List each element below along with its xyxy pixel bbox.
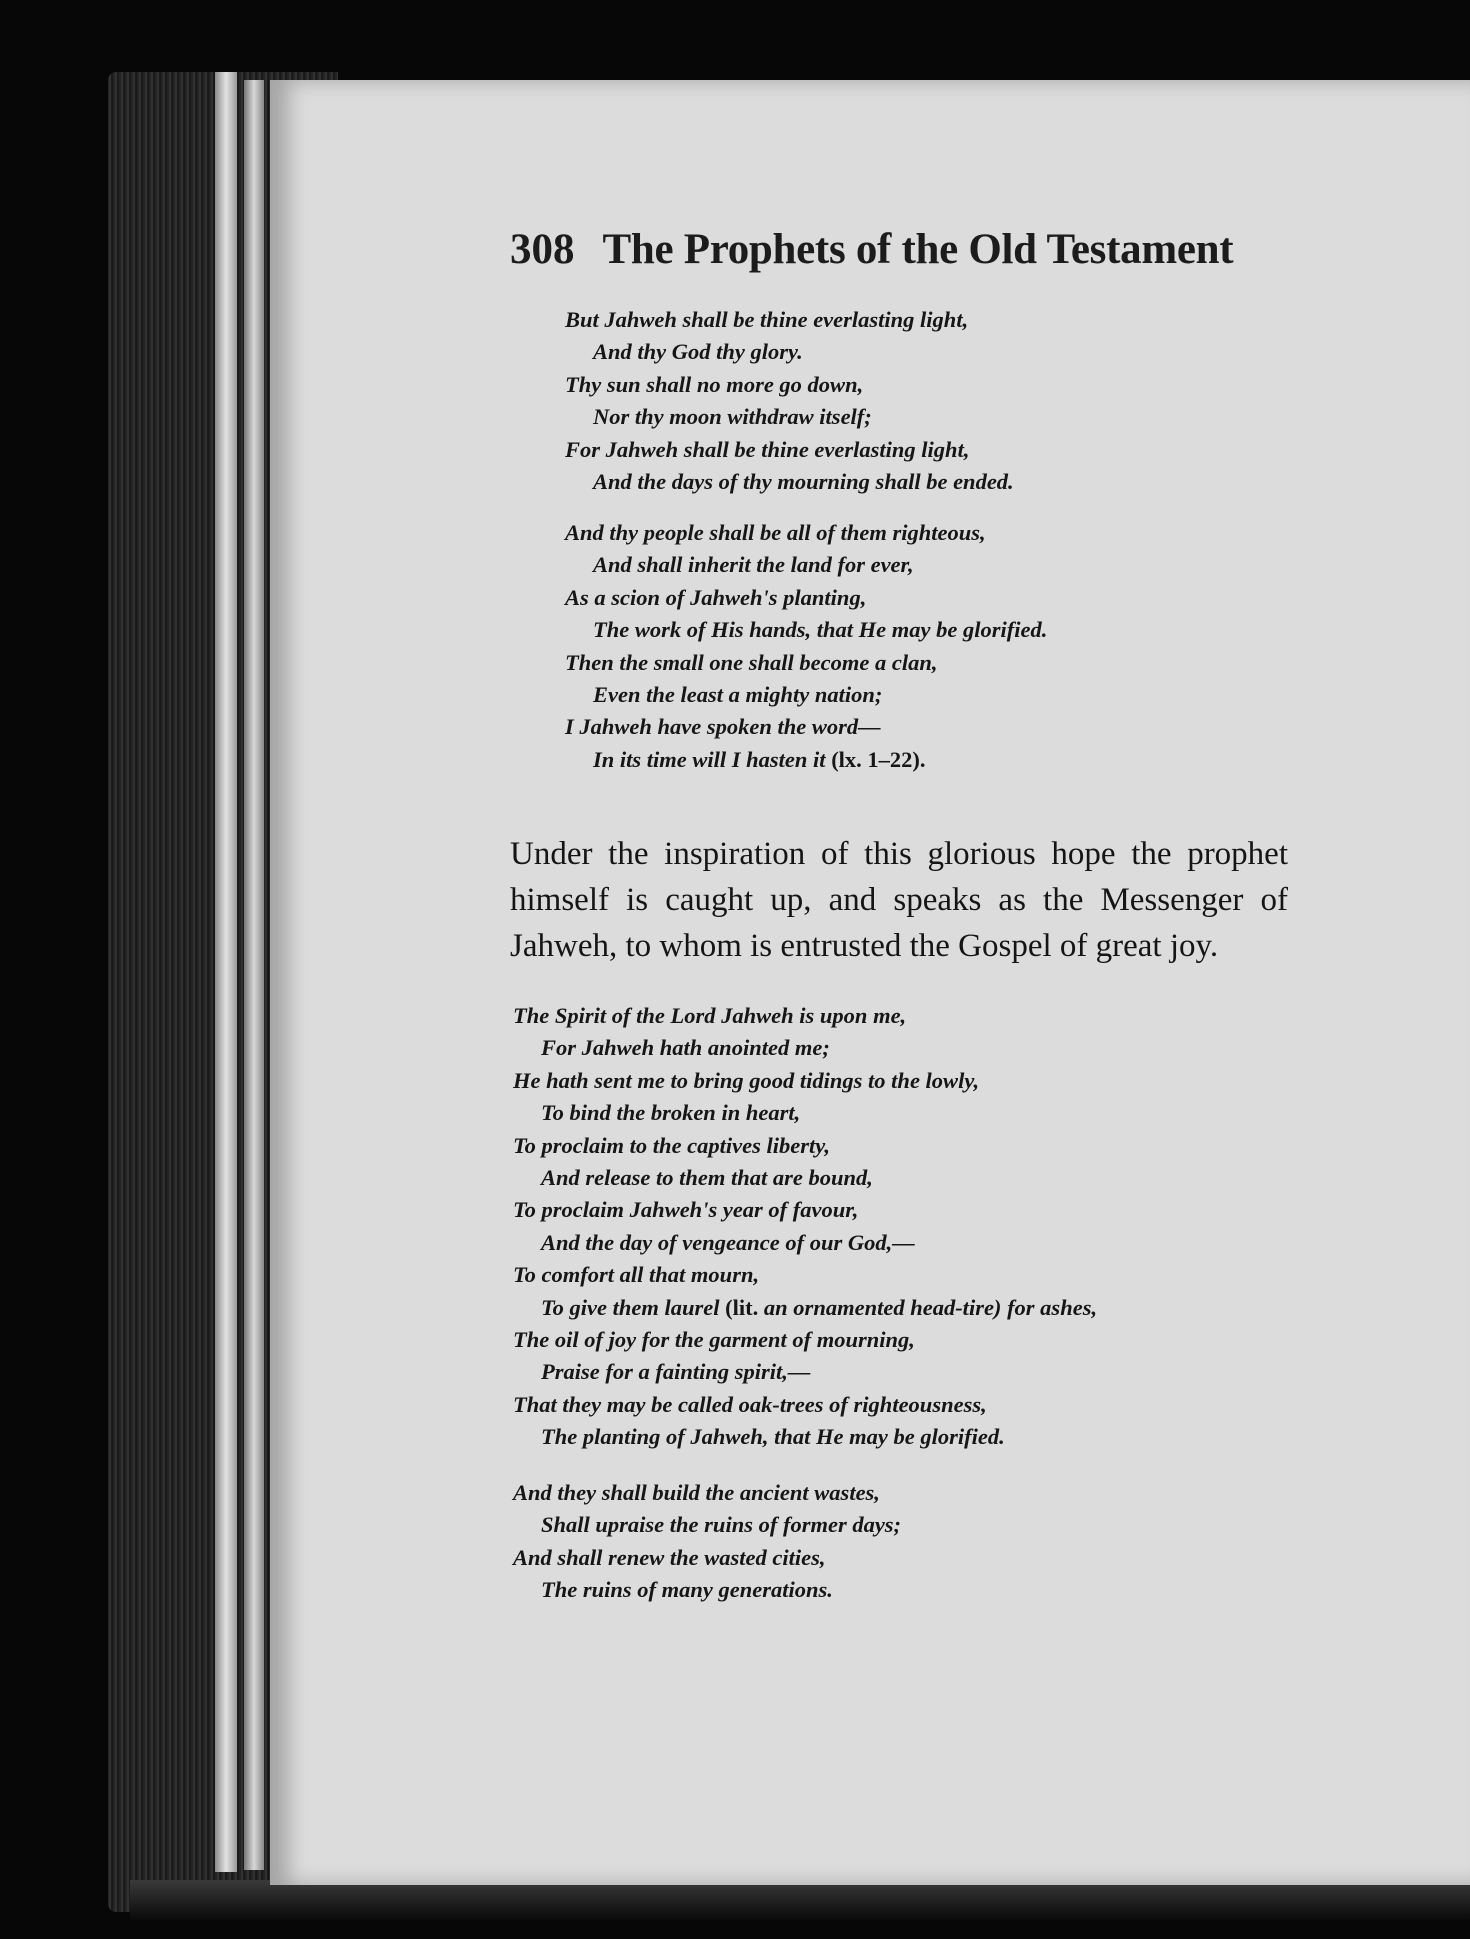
book-bottom-edge <box>130 1880 1470 1920</box>
verse-line: To bind the broken in heart, <box>541 1100 801 1126</box>
verse-stanza <box>565 304 1014 498</box>
page-leaf-edge <box>244 80 264 1870</box>
verse-line: Nor thy moon withdraw itself; <box>593 404 872 430</box>
verse-line: And release to them that are bound, <box>541 1164 873 1190</box>
verse-line: Shall upraise the ruins of former days; <box>541 1512 902 1538</box>
verse-line: And thy people shall be all of them righteous, <box>565 520 986 545</box>
verse-line: The ruins of many generations. <box>541 1577 833 1603</box>
verse-line: But Jahweh shall be thine everlasting light, <box>565 307 969 332</box>
verse-line: The work of His hands, that He may be glorified. <box>593 617 1048 643</box>
verse-line: Praise for a fainting spirit,— <box>541 1359 811 1385</box>
verse-line: To proclaim Jahweh's year of favour, <box>513 1197 859 1223</box>
verse-line: I Jahweh have spoken the word— <box>565 714 881 740</box>
verse-line-text: In its time will I hasten it <box>593 746 826 772</box>
verse-line: Then the small one shall become a clan, <box>565 649 938 675</box>
verse-line: And shall inherit the land for ever, <box>593 552 914 578</box>
gloss-italic: an ornamented head-tire) <box>763 1294 1002 1320</box>
verse-line: Thy sun shall no more go down, <box>565 371 864 397</box>
verse-line: To comfort all that mourn, <box>513 1262 760 1288</box>
verse-line <box>513 1292 1097 1324</box>
verse-line-text: To give them laurel <box>541 1294 720 1320</box>
page-number: 308 <box>510 226 575 273</box>
verse-line: As a scion of Jahweh's planting, <box>565 584 867 610</box>
verse-line: Even the least a mighty nation; <box>593 681 883 707</box>
body-paragraph: Under the inspiration of this glorious hope the prophet himself is caught up, and speaks as the Messenger of Jahweh, to whom is entrusted the Gospel of great joy. <box>510 836 1288 964</box>
verse-line: For Jahweh hath anointed me; <box>541 1035 830 1061</box>
verse-line: To proclaim to the captives liberty, <box>513 1132 831 1158</box>
gloss-roman: (lit. <box>725 1294 759 1320</box>
verse-line: The planting of Jahweh, that He may be glorified. <box>541 1424 1005 1450</box>
verse-line: And the day of vengeance of our God,— <box>541 1229 915 1255</box>
verse-line: And they shall build the ancient wastes, <box>513 1480 880 1505</box>
page-leaf-edge <box>215 72 237 1872</box>
page-header <box>510 225 1290 274</box>
verse-stanza <box>565 517 1047 776</box>
scripture-reference: (lx. 1–22). <box>831 746 926 772</box>
verse-line: For Jahweh shall be thine everlasting light, <box>565 436 970 462</box>
verse-line: The oil of joy for the garment of mourning, <box>513 1326 915 1352</box>
running-title: The Prophets of the Old Testament <box>602 226 1234 273</box>
verse-line: The Spirit of the Lord Jahweh is upon me, <box>513 1003 907 1028</box>
verse-stanza <box>513 1477 901 1607</box>
verse-line <box>565 744 1047 776</box>
verse-line: And shall renew the wasted cities, <box>513 1544 826 1570</box>
verse-line: And the days of thy mourning shall be ended. <box>593 468 1014 494</box>
verse-stanza <box>513 1000 1097 1453</box>
verse-line: He hath sent me to bring good tidings to the lowly, <box>513 1067 980 1093</box>
verse-line-tail: for ashes, <box>1007 1294 1098 1320</box>
verse-line: And thy God thy glory. <box>593 339 803 365</box>
verse-line: That they may be called oak-trees of righteousness, <box>513 1391 987 1417</box>
